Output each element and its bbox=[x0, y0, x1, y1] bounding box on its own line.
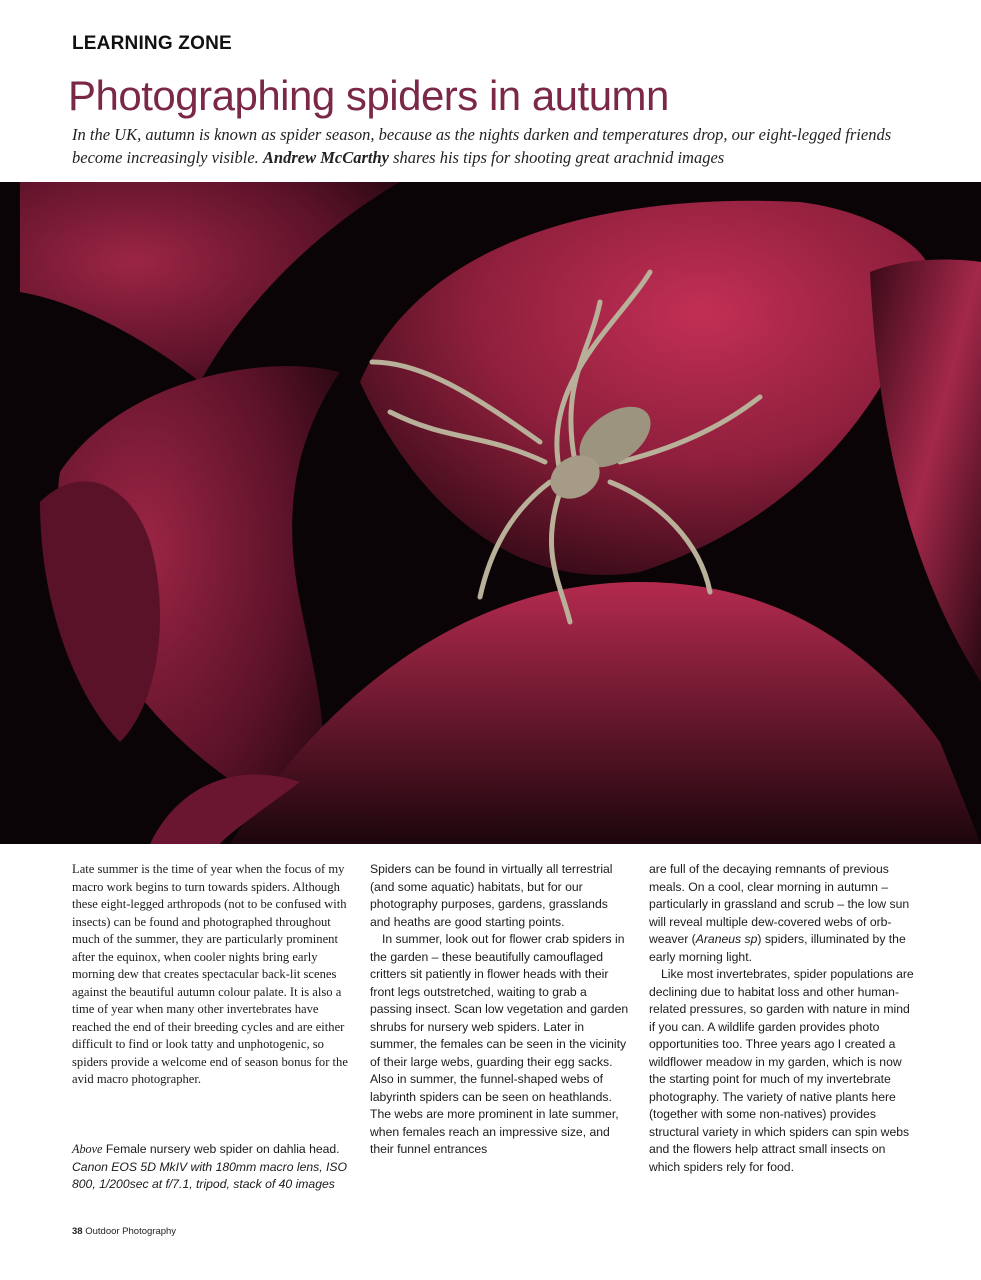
caption-tech-details: Canon EOS 5D MkIV with 180mm macro lens, ISO 800, 1/200sec at f/7.1, tripod, stack of 40 images bbox=[72, 1159, 347, 1191]
page-footer bbox=[72, 1226, 176, 1237]
author-name: Andrew McCarthy bbox=[262, 147, 389, 167]
body-column-3 bbox=[649, 861, 917, 1176]
standfirst bbox=[72, 124, 912, 169]
photo-caption bbox=[72, 1141, 352, 1194]
caption-label: Above bbox=[72, 1142, 103, 1156]
body-text: are full of the decaying remnants of previous meals. On a cool, clear morning in autumn – particularly in grassland and scrub – the low sun will reveal multiple dew-covered webs of orb-weaver ( bbox=[649, 862, 910, 946]
standfirst-rest: shares his tips for shooting great arachnid images bbox=[393, 147, 725, 167]
body-paragraph: Late summer is the time of year when the focus of my macro work begins to turn towards spiders. Although these eight-legged arthropods (not to be confused with insects) can be found and photographed throughout much of the summer, they are particularly prominent after the equinox, when cooler nights bring early morning dew that creates spectacular back-lit scenes against the beautiful autumn colour palate. It is also a time of year when many other invertebrates have reached the end of their breeding cycles and are either difficult to find or look tatty and unphotogenic, so spiders provide a welcome end of season bonus for the avid macro photographer. bbox=[72, 862, 348, 1086]
body-paragraph: Spiders can be found in virtually all terrestrial (and some aquatic) habitats, but for our photography purposes, gardens, grasslands and heaths are good starting points. bbox=[370, 862, 613, 929]
body-column-1 bbox=[72, 861, 352, 1089]
section-label: LEARNING ZONE bbox=[72, 33, 232, 54]
body-column-2 bbox=[370, 861, 630, 1159]
body-paragraph: In summer, look out for flower crab spiders in the garden – these beautifully camouflaged critters sit patiently in flower heads with their front legs outstretched, waiting to grab a passing insect. Scan low vegetation and garden shrubs for nursery web spiders. Later in summer, the females can be seen in the vicinity of their large webs, guarding their egg sacks. Also in summer, the funnel-shaped webs of labyrinth spiders can be seen on heathlands. The webs are more prominent in late summer, when females reach an impressive size, and their funnel entrances bbox=[370, 932, 629, 1156]
body-text: ) spiders, illuminated by the early morning light. bbox=[649, 932, 906, 964]
spider-on-dahlia-illustration bbox=[0, 182, 981, 844]
standfirst-intro: In the UK, autumn is known as spider season, because as the nights darken and temperatures drop, our eight-legged friends become increasingly visible. bbox=[72, 125, 892, 167]
species-name: Araneus sp bbox=[695, 932, 758, 946]
magazine-title: Outdoor Photography bbox=[85, 1226, 177, 1237]
page-number: 38 bbox=[72, 1226, 83, 1237]
body-paragraph: Like most invertebrates, spider populations are declining due to habitat loss and other human-related pressures, so garden with nature in mind if you can. A wildlife garden provides photo opportunities too. Three years ago I created a wildflower meadow in my garden, which is now the starting point for much of my invertebrate photography. The variety of native plants here (together with some non-natives) provides structural variety in which spiders can spin webs and the flowers help attract small insects on which spiders rely for food. bbox=[649, 967, 914, 1174]
page-title: Photographing spiders in autumn bbox=[68, 72, 669, 119]
hero-photo bbox=[0, 182, 981, 844]
body-paragraph bbox=[649, 861, 917, 966]
caption-text: Female nursery web spider on dahlia head. bbox=[105, 1142, 340, 1156]
